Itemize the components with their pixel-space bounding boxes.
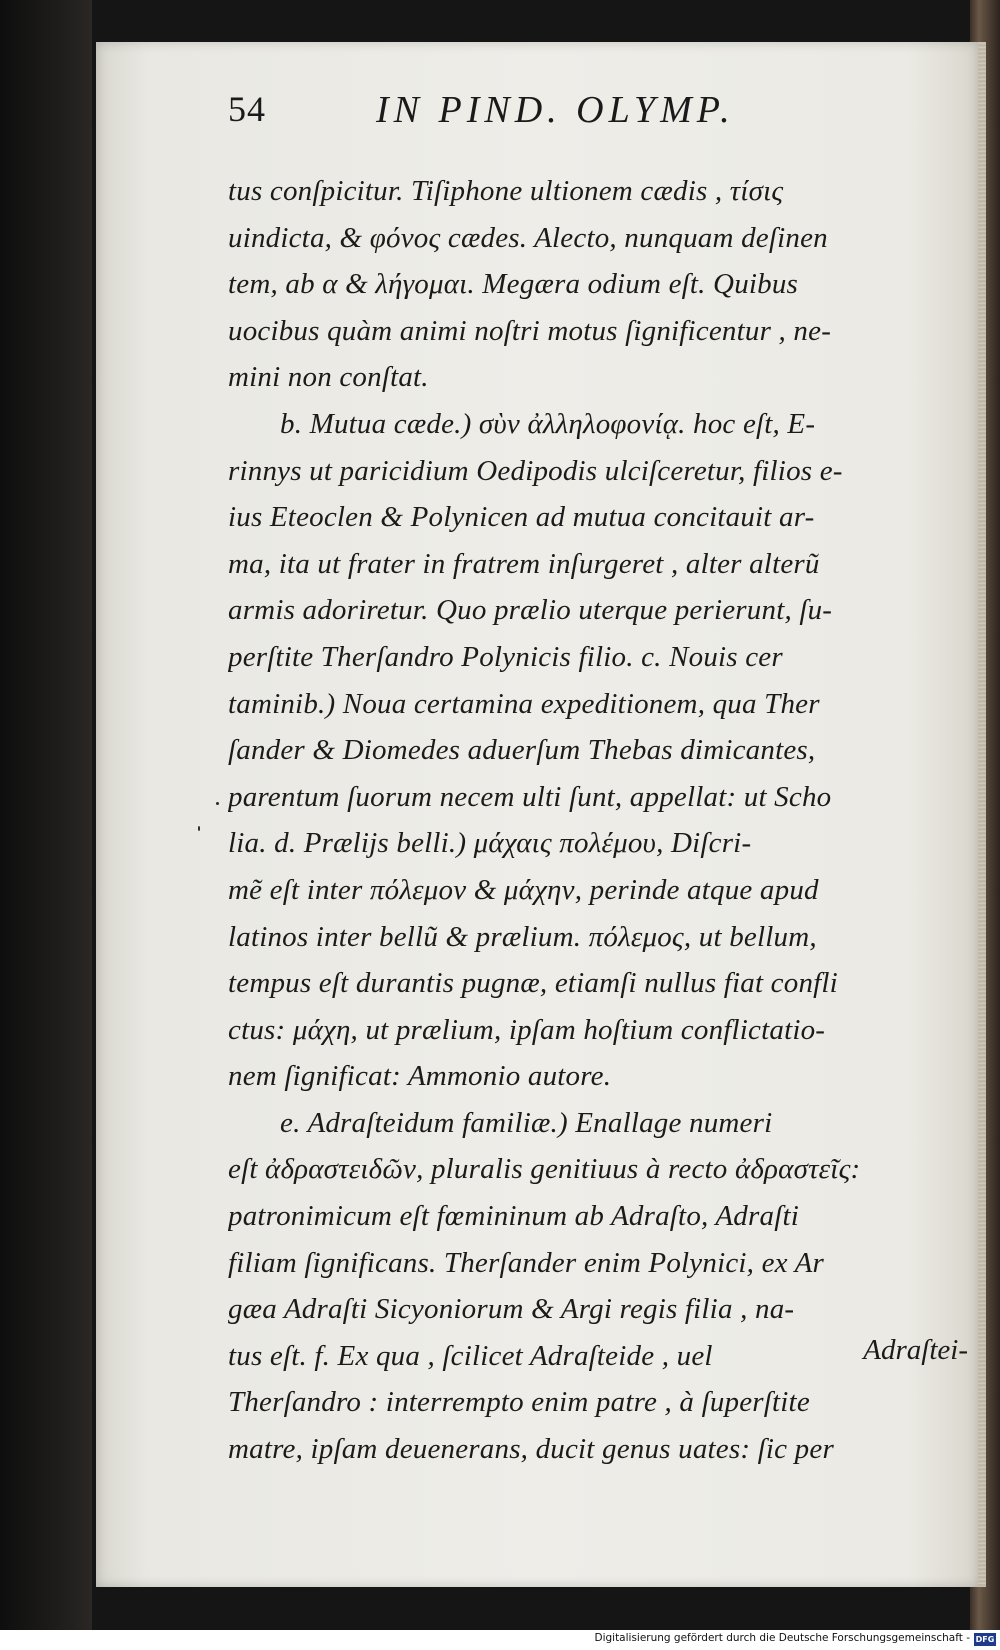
text-line: matre, ipſam deuenerans, ducit genus uates: ſic per: [228, 1433, 834, 1466]
text-line: nem ſignificat: Ammonio autore.: [228, 1060, 612, 1093]
text-line: mini non conſtat.: [228, 361, 429, 394]
page-header: [228, 88, 968, 152]
text-line: Therſandro : interrempto enim patre , à ſuperſtite: [228, 1386, 810, 1419]
page-number: 54: [228, 89, 266, 129]
text-line: tus eſt. f. Ex qua , ſcilicet Adraſteide , uel: [228, 1339, 713, 1372]
book-spine-shadow: [0, 0, 92, 1650]
text-line: b. Mutua cæde.) σὺν ἀλληλοφονίᾳ. hoc eſt, E-: [280, 407, 816, 440]
text-line: ctus: μάχη, ut prælium, ipſam hoſtium conflictatio-: [228, 1013, 826, 1046]
text-line: e. Adraſteidum familiæ.) Enallage numeri: [280, 1106, 773, 1139]
text-line: latinos inter bellũ & prælium. πόλεμος, ut bellum,: [228, 920, 817, 953]
text-line: eſt ἀδραστειδῶν, pluralis genitiuus à recto ἀδραστεῖς:: [228, 1153, 861, 1186]
text-line: patronimicum eſt fœmininum ab Adraſto, Adraſti: [228, 1200, 799, 1233]
body-text: [228, 168, 973, 1473]
text-line: rinnys ut paricidium Oedipodis ulciſceretur, filios e-: [228, 454, 843, 487]
text-line: gæa Adraſti Sicyoniorum & Argi regis filia , na-: [228, 1293, 795, 1326]
text-line: tempus eſt durantis pugnæ, etiamſi nullus fiat confli: [228, 967, 838, 1000]
text-line: parentum ſuorum necem ulti ſunt, appellat: ut Scho: [228, 780, 832, 813]
text-line: ſander & Diomedes aduerſum Thebas dimicantes,: [228, 734, 816, 767]
text-line: mẽ eſt inter πόλεμον & μάχην, perinde atque apud: [228, 873, 819, 906]
text-line: ma, ita ut frater in fratrem inſurgeret , alter alterũ: [228, 547, 820, 580]
ink-speck: [198, 826, 200, 831]
text-line: lia. d. Prælijs belli.) μάχαις πολέμου, Diſcri-: [228, 827, 752, 860]
page-fore-edge: [978, 42, 986, 1587]
text-line: filiam ſignificans. Therſander enim Polynici, ex Ar: [228, 1246, 825, 1279]
text-line: uindicta, & φόνος cædes. Alecto, nunquam deſinen: [228, 221, 828, 254]
running-head: IN PIND. OLYMP.: [376, 89, 735, 131]
text-line: tem, ab α & λήγομαι. Megæra odium eſt. Quibus: [228, 268, 799, 301]
text-line: ius Eteoclen & Polynicen ad mutua concitauit ar-: [228, 501, 815, 534]
text-line: armis adoriretur. Quo prælio uterque perierunt, ſu-: [228, 594, 833, 627]
catchword: Adraſtei-: [863, 1334, 968, 1366]
text-line: tus conſpicitur. Tiſiphone ultionem cædis , τίσις: [228, 175, 784, 207]
ink-speck: [216, 802, 219, 805]
text-line: perſtite Therſandro Polynicis filio. c. Nouis cer: [228, 640, 783, 673]
text-line: taminib.) Noua certamina expeditionem, qua Ther: [228, 687, 820, 720]
dfg-logo-icon: DFG: [975, 1635, 995, 1644]
funding-credit: Digitalisierung gefördert durch die Deutsche Forschungsgemeinschaft -: [594, 1632, 970, 1644]
text-line: uocibus quàm animi noſtri motus ſignificentur , ne-: [228, 314, 832, 347]
